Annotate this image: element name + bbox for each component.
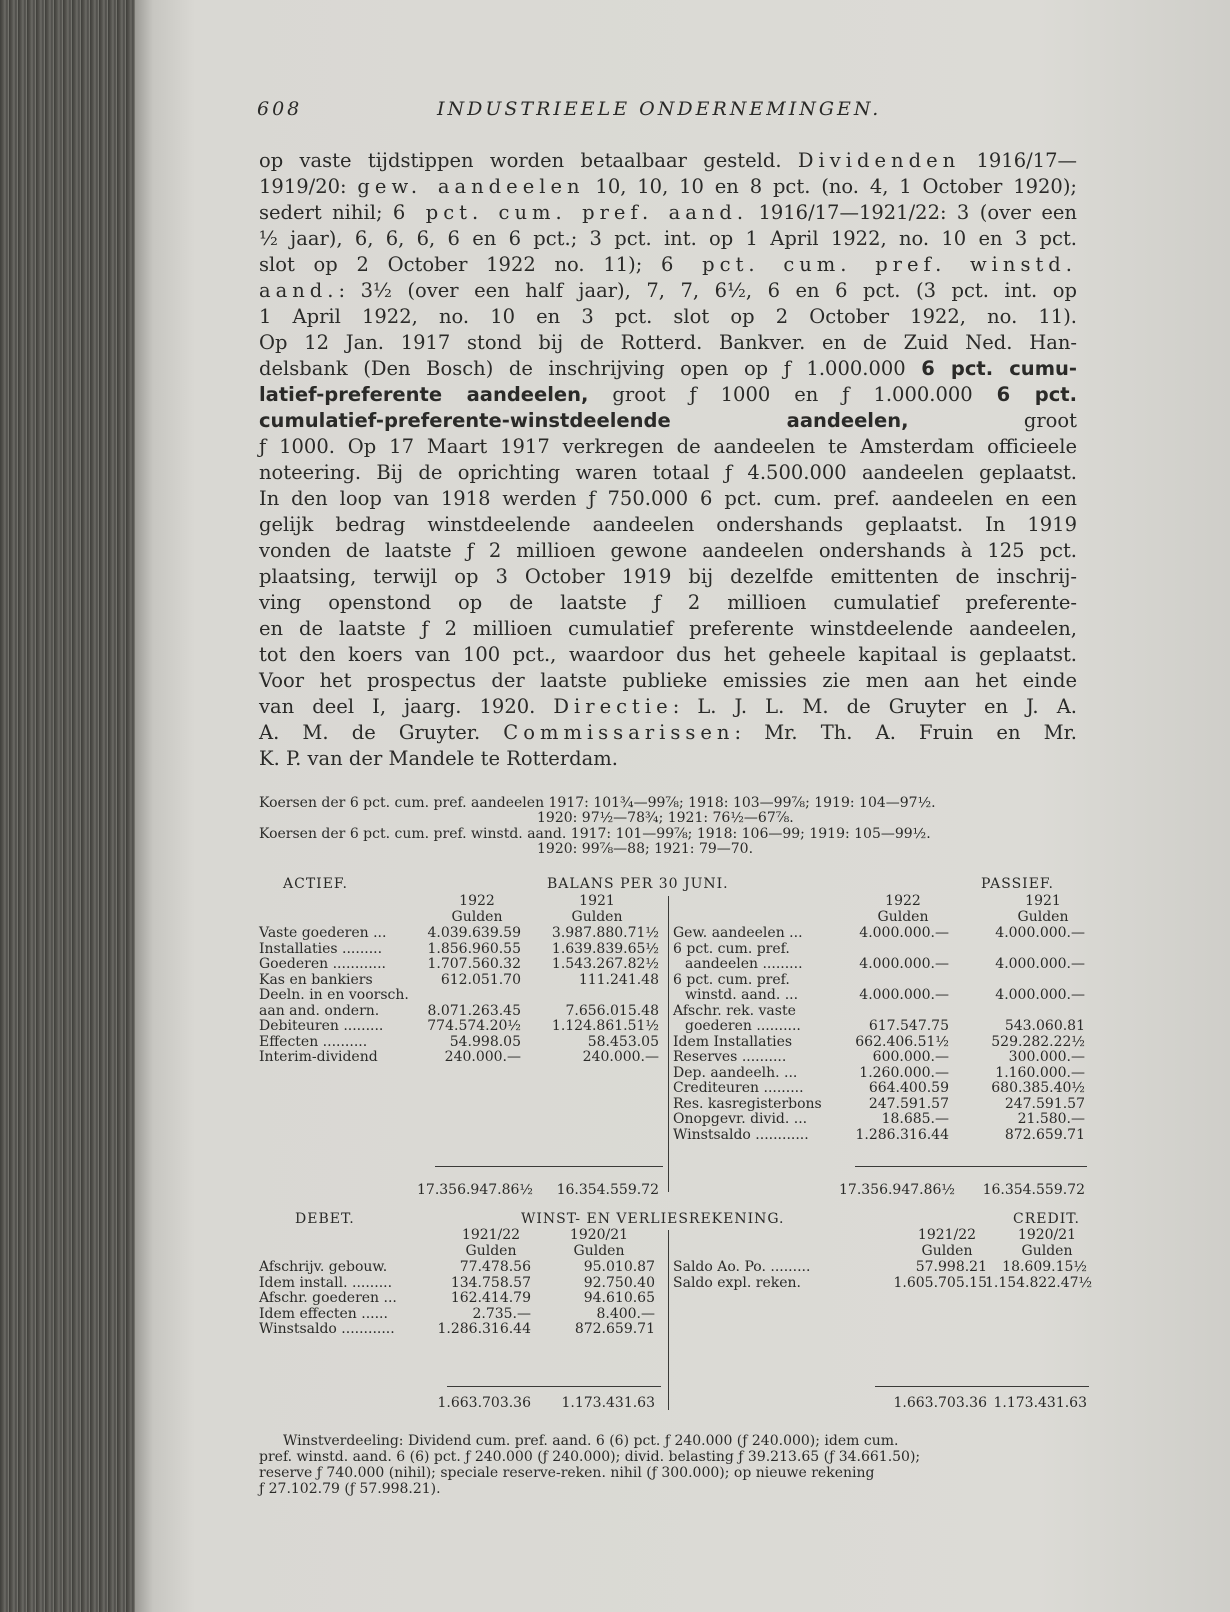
year-header: 1920/21 (1017, 1227, 1077, 1243)
cell-value: 600.000.— (872, 1049, 949, 1065)
row-label: Installaties ......... (259, 940, 383, 957)
cell-value: 111.241.48 (578, 971, 659, 988)
row-label: Gew. aandeelen ... (673, 925, 803, 941)
row-label: winstd. aand. ... (685, 987, 799, 1003)
cell-value: 4.000.000.— (995, 956, 1085, 972)
cell-value: 247.591.57 (868, 1095, 949, 1112)
body-line: ½ jaar), 6, 6, 6, 6 en 6 pct.; 3 pct. int. op 1 April 1922, no. 10 en 3 pct. (259, 227, 1077, 250)
cell-value: 18.609.15½ (1002, 1259, 1087, 1275)
body-line: slot op 2 October 1922 no. 11); 6 pct. cum. pref. winstd. (259, 253, 1077, 276)
row-label: Reserves .......... (673, 1049, 787, 1065)
cell-value: 1.543.267.82½ (551, 956, 659, 972)
row-label: Interim-dividend (259, 1049, 378, 1065)
body-line: van deel I, jaarg. 1920. Directie: L. J. L. M. de Gruyter en J. A. (259, 695, 1077, 718)
cell-value: 1.856.960.55 (427, 940, 521, 957)
running-title: INDUSTRIEELE ONDERNEMINGEN. (437, 98, 882, 120)
cell-value: 240.000.— (444, 1049, 521, 1065)
row-label: goederen .......... (685, 1018, 801, 1034)
cell-value: 529.282.22½ (991, 1033, 1085, 1050)
column-divider (668, 896, 669, 1192)
total-value: 1.663.703.36 (437, 1395, 531, 1411)
cell-value: 58.453.05 (587, 1033, 659, 1050)
unit-header: Gulden (921, 1243, 973, 1259)
koersen-line: 1920: 97½—78¾; 1921: 76½—67⅞. (537, 810, 794, 826)
unit-header: Gulden (451, 909, 503, 925)
winst-title: WINST- EN VERLIESREKENING. (521, 1211, 785, 1227)
body-line: ving openstond op de laatste ƒ 2 millioen cumulatief preferente- (259, 591, 1077, 614)
total-rule (447, 1386, 661, 1387)
body-line: 1919/20: gew. aandeelen 10, 10, 10 en 8 pct. (no. 4, 1 October 1920); (259, 175, 1077, 198)
winstverdeeling-line: ƒ 27.102.79 (ƒ 57.998.21). (259, 1481, 441, 1497)
row-label: Goederen ............ (259, 956, 386, 972)
total-value: 17.356.947.86½ (417, 1182, 533, 1198)
body-line: vonden de laatste ƒ 2 millioen gewone aandeelen ondershands à 125 pct. (259, 539, 1077, 562)
body-line: K. P. van der Mandele te Rotterdam. (259, 747, 618, 770)
balans-title: BALANS PER 30 JUNI. (547, 876, 729, 892)
cell-value: 1.707.560.32 (427, 956, 521, 972)
row-label: Saldo Ao. Po. ......... (673, 1259, 811, 1275)
cell-value: 134.758.57 (450, 1274, 531, 1291)
row-label: Idem effecten ...... (259, 1305, 388, 1322)
credit-heading: CREDIT. (1013, 1211, 1080, 1227)
row-label: Idem Installaties (673, 1033, 793, 1050)
cell-value: 662.406.51½ (855, 1033, 949, 1050)
body-line: sedert nihil; 6 pct. cum. pref. aand. 1916/17—1921/22: 3 (over een (259, 201, 1077, 224)
cell-value: 617.547.75 (868, 1018, 949, 1034)
body-line: gelijk bedrag winstdeelende aandeelen ondershands geplaatst. In 1919 (259, 513, 1077, 536)
row-label: 6 pct. cum. pref. (673, 971, 790, 988)
unit-header: Gulden (573, 1243, 625, 1259)
year-header: 1920/21 (569, 1227, 629, 1243)
year-header: 1921 (1025, 893, 1061, 909)
row-label: Saldo expl. reken. (673, 1274, 801, 1291)
body-line: op vaste tijdstippen worden betaalbaar gesteld. Dividenden 1916/17— (259, 149, 1077, 172)
cell-value: 1.154.822.47½ (985, 1274, 1093, 1291)
cell-value: 7.656.015.48 (565, 1002, 659, 1019)
row-label: Debiteuren ......... (259, 1018, 384, 1034)
total-rule (435, 1166, 663, 1167)
passief-heading: PASSIEF. (981, 876, 1054, 892)
cell-value: 240.000.— (582, 1049, 659, 1065)
row-label: Onopgevr. divid. ... (673, 1111, 808, 1127)
cell-value: 57.998.21 (915, 1259, 987, 1275)
total-value: 1.663.703.36 (893, 1395, 987, 1411)
total-value: 16.354.559.72 (556, 1182, 659, 1198)
body-line: Op 12 Jan. 1917 stond bij de Rotterd. Bankver. en de Zuid Ned. Han- (259, 331, 1077, 354)
total-value: 1.173.431.63 (561, 1395, 655, 1411)
koersen-line: 1920: 99⅞—88; 1921: 79—70. (537, 841, 754, 857)
cell-value: 680.385.40½ (991, 1080, 1085, 1096)
body-line: noteering. Bij de oprichting waren totaal ƒ 4.500.000 aandeelen geplaatst. (259, 461, 1077, 484)
cell-value: 1.260.000.— (859, 1064, 949, 1081)
cell-value: 612.051.70 (440, 971, 521, 988)
cell-value: 774.574.20½ (427, 1018, 521, 1034)
cell-value: 247.591.57 (1004, 1095, 1085, 1112)
unit-header: Gulden (465, 1243, 517, 1259)
year-header: 1922 (459, 893, 495, 909)
cell-value: 162.414.79 (450, 1290, 531, 1306)
page-number: 608 (257, 98, 303, 120)
cell-value: 94.610.65 (583, 1290, 655, 1306)
total-rule (875, 1386, 1089, 1387)
row-label: Dep. aandeelh. ... (673, 1064, 798, 1081)
actief-heading: ACTIEF. (283, 876, 348, 892)
cell-value: 92.750.40 (583, 1274, 655, 1291)
row-label: Winstsaldo ............ (259, 1321, 395, 1337)
total-value: 17.356.947.86½ (839, 1182, 955, 1198)
unit-header: Gulden (571, 909, 623, 925)
cell-value: 21.580.— (1017, 1111, 1085, 1127)
row-label: Idem install. ......... (259, 1274, 393, 1291)
unit-header: Gulden (877, 909, 929, 925)
year-header: 1921/22 (461, 1227, 521, 1243)
cell-value: 543.060.81 (1004, 1018, 1085, 1034)
cell-value: 4.000.000.— (995, 925, 1085, 941)
column-divider (668, 1230, 669, 1410)
cell-value: 3.987.880.71½ (551, 925, 659, 941)
year-header: 1922 (885, 893, 921, 909)
cell-value: 1.124.861.51½ (551, 1018, 659, 1034)
cell-value: 4.039.639.59 (427, 925, 521, 941)
cell-value: 2.735.— (472, 1305, 531, 1322)
row-label: Res. kasregisterbons (673, 1095, 822, 1112)
cell-value: 872.659.71 (1004, 1126, 1085, 1143)
row-label: Crediteuren ......... (673, 1080, 804, 1096)
body-line: tot den koers van 100 pct., waardoor dus het geheele kapitaal is geplaatst. (259, 643, 1077, 666)
body-line: Voor het prospectus der laatste publieke emissies zie men aan het einde (259, 669, 1077, 692)
book-spine (0, 0, 135, 1612)
total-value: 16.354.559.72 (982, 1182, 1085, 1198)
body-line: 1 April 1922, no. 10 en 3 pct. slot op 2 October 1922, no. 11). (259, 305, 1077, 328)
winstverdeeling-line: Winstverdeeling: Dividend cum. pref. aand. 6 (6) pct. ƒ 240.000 (ƒ 240.000); idem cum. (283, 1433, 899, 1449)
row-label: aan and. ondern. (259, 1002, 380, 1019)
row-label: 6 pct. cum. pref. (673, 940, 790, 957)
cell-value: 1.639.839.65½ (551, 940, 659, 957)
cell-value: 4.000.000.— (859, 925, 949, 941)
body-line: ƒ 1000. Op 17 Maart 1917 verkregen de aandeelen te Amsterdam officieele (259, 435, 1077, 458)
row-label: Afschr. rek. vaste (673, 1002, 796, 1019)
row-label: Winstsaldo ............ (673, 1126, 809, 1143)
unit-header: Gulden (1021, 1243, 1073, 1259)
year-header: 1921 (579, 893, 615, 909)
row-label: aandeelen ......... (685, 956, 803, 972)
cell-value: 95.010.87 (583, 1259, 655, 1275)
cell-value: 1.605.705.15 (893, 1274, 987, 1291)
total-value: 1.173.431.63 (993, 1395, 1087, 1411)
winstverdeeling-line: reserve ƒ 740.000 (nihil); speciale reserve-reken. nihil (ƒ 300.000); op nieuwe rekening (259, 1465, 875, 1481)
cell-value: 4.000.000.— (859, 987, 949, 1003)
body-line: en de laatste ƒ 2 millioen cumulatief preferente winstdeelende aandeelen, (259, 617, 1077, 640)
cell-value: 8.071.263.45 (427, 1002, 521, 1019)
koersen-line: Koersen der 6 pct. cum. pref. winstd. aand. 1917: 101—99⅞; 1918: 106—99; 1919: 105—99½. (259, 826, 931, 842)
cell-value: 1.160.000.— (995, 1064, 1085, 1081)
body-line: aand.: 3½ (over een half jaar), 7, 7, 6½, 6 en 6 pct. (3 pct. int. op (259, 279, 1077, 302)
cell-value: 4.000.000.— (859, 956, 949, 972)
row-label: Vaste goederen ... (259, 925, 387, 941)
cell-value: 18.685.— (881, 1111, 949, 1127)
body-line: cumulatief-preferente-winstdeelende aandeelen, groot (259, 409, 1077, 432)
cell-value: 1.286.316.44 (437, 1321, 531, 1337)
body-line: latief-preferente aandeelen, groot ƒ 1000 en ƒ 1.000.000 6 pct. (259, 383, 1077, 406)
row-label: Afschrijv. gebouw. (259, 1259, 388, 1275)
year-header: 1921/22 (917, 1227, 977, 1243)
row-label: Kas en bankiers (259, 971, 373, 988)
row-label: Effecten .......... (259, 1033, 368, 1050)
cell-value: 1.286.316.44 (855, 1126, 949, 1143)
body-paragraph (259, 148, 1077, 778)
cell-value: 77.478.56 (459, 1259, 531, 1275)
row-label: Deeln. in en voorsch. (259, 987, 409, 1003)
row-label: Afschr. goederen ... (259, 1290, 397, 1306)
total-rule (855, 1166, 1087, 1167)
body-line: delsbank (Den Bosch) de inschrijving open op ƒ 1.000.000 6 pct. cumu- (259, 357, 1077, 380)
koersen-line: Koersen der 6 pct. cum. pref. aandeelen 1917: 101¾—99⅞; 1918: 103—99⅞; 1919: 104—97½. (259, 795, 936, 811)
cell-value: 8.400.— (596, 1305, 655, 1322)
body-line: A. M. de Gruyter. Commissarissen: Mr. Th. A. Fruin en Mr. (259, 721, 1077, 744)
unit-header: Gulden (1017, 909, 1069, 925)
cell-value: 872.659.71 (574, 1321, 655, 1337)
body-line: In den loop van 1918 werden ƒ 750.000 6 pct. cum. pref. aandeelen en een (259, 487, 1077, 510)
debet-heading: DEBET. (295, 1211, 355, 1227)
book-page (135, 0, 1230, 1612)
winstverdeeling-line: pref. winstd. aand. 6 (6) pct. ƒ 240.000 (ƒ 240.000); divid. belasting ƒ 39.213.65 (ƒ 34.661.50); (259, 1449, 921, 1465)
cell-value: 664.400.59 (868, 1080, 949, 1096)
body-line: plaatsing, terwijl op 3 October 1919 bij dezelfde emittenten de inschrij- (259, 565, 1077, 588)
cell-value: 300.000.— (1008, 1049, 1085, 1065)
cell-value: 4.000.000.— (995, 987, 1085, 1003)
cell-value: 54.998.05 (449, 1033, 521, 1050)
